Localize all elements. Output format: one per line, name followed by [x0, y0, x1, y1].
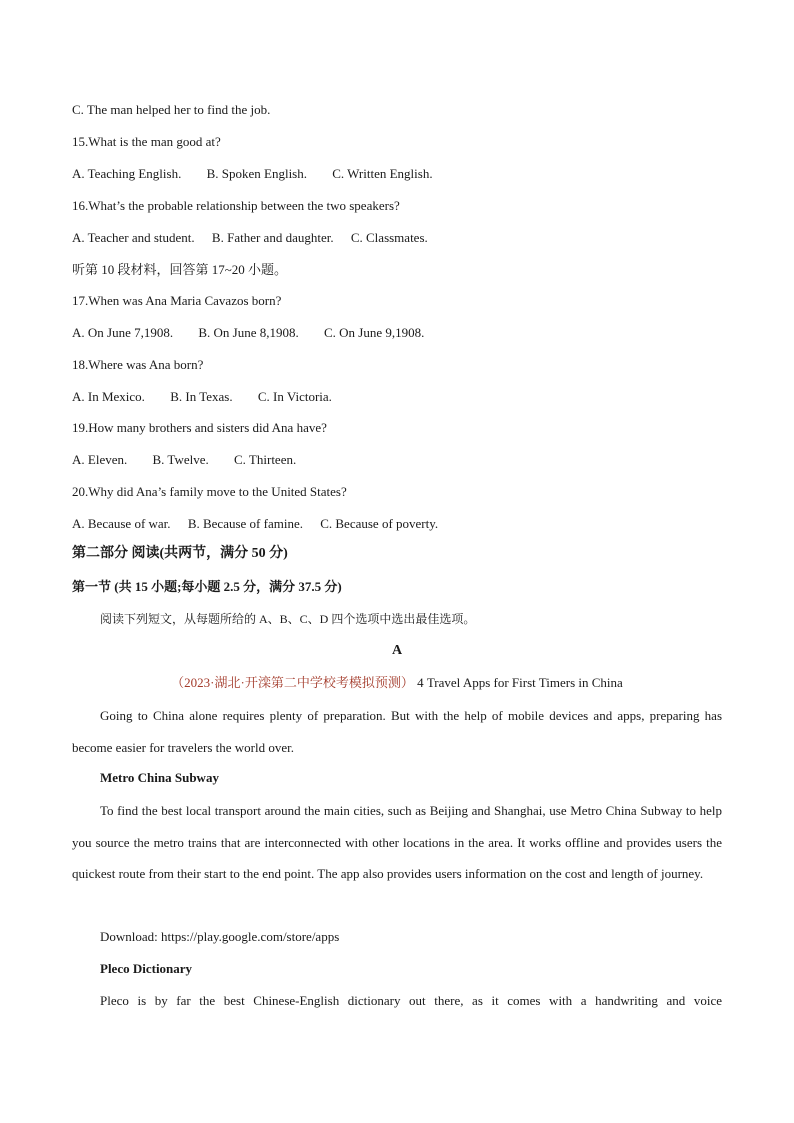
q18-option-c: C. In Victoria.: [257, 389, 332, 404]
q16-option-a: A. Teacher and student.: [72, 230, 195, 245]
app-name-pleco-dictionary: Pleco Dictionary: [100, 961, 193, 976]
q16-option-c: C. Classmates.: [350, 230, 428, 245]
q19-option-b: B. Twelve.: [152, 452, 209, 467]
q17-option-c: C. On June 9,1908.: [324, 325, 425, 340]
section-one-title: 第一节 (共 15 小题;每小题 2.5 分，满分 37.5 分): [72, 579, 342, 594]
q17-option-b: B. On June 8,1908.: [198, 325, 299, 340]
q20-option-b: B. Because of famine.: [187, 516, 303, 531]
q19-question: 19.How many brothers and sisters did Ana have?: [72, 420, 327, 435]
q17-options: [72, 324, 424, 342]
passage-letter: A: [391, 643, 403, 658]
q15-question: 15.What is the man good at?: [72, 134, 221, 149]
q20-option-c: C. Because of poverty.: [320, 516, 439, 531]
q18-option-a: A. In Mexico.: [72, 389, 145, 404]
q16-options: [72, 229, 428, 247]
app-download-link: Download: https://play.google.com/store/apps: [100, 929, 340, 944]
passage-title: 4 Travel Apps for First Timers in China: [417, 675, 623, 690]
app-name-metro-china-subway: Metro China Subway: [100, 770, 219, 785]
q18-question: 18.Where was Ana born?: [72, 357, 204, 372]
q17-option-a: A. On June 7,1908.: [72, 325, 174, 340]
app-description-pleco-dictionary: Pleco is by far the best Chinese-English dictionary out there, as it comes with a handwriting and voice: [100, 993, 722, 1008]
q16-option-b: B. Father and daughter.: [211, 230, 334, 245]
q15-option-a: A. Teaching English.: [72, 166, 182, 181]
q20-option-a: A. Because of war.: [72, 516, 171, 531]
q20-question: 20.Why did Ana’s family move to the United States?: [72, 484, 347, 499]
q14-option-c: C. The man helped her to find the job.: [72, 102, 271, 117]
q19-option-a: A. Eleven.: [72, 452, 128, 467]
passage-source: [0, 674, 794, 692]
reading-instruction: 阅读下列短文，从每题所给的 A、B、C、D 四个选项中选出最佳选项。: [100, 612, 476, 626]
q18-option-b: B. In Texas.: [170, 389, 233, 404]
source-origin: （2023·湖北·开滦第二中学校考模拟预测）: [171, 675, 414, 690]
q19-option-c: C. Thirteen.: [234, 452, 297, 467]
app-description-metro-china-subway: To find the best local transport around the main cities, such as Beijing and Shanghai, use Metro China Subway to help you source the metro trains that are interconnected with other locations in the area. It works offline and provides users the quickest route from their start to the end point. The app also provides users information on the cost and length of journey.: [72, 803, 722, 882]
q15-option-c: C. Written English.: [332, 166, 433, 181]
q15-option-b: B. Spoken English.: [206, 166, 307, 181]
q20-options: [72, 515, 438, 533]
q17-question: 17.When was Ana Maria Cavazos born?: [72, 293, 282, 308]
q18-options: [72, 388, 332, 406]
material10-instruction: 听第 10 段材料，回答第 17~20 小题。: [72, 262, 288, 277]
part-two-title: 第二部分 阅读(共两节，满分 50 分): [72, 546, 288, 561]
q15-options: [72, 165, 433, 183]
q16-question: 16.What’s the probable relationship between the two speakers?: [72, 198, 400, 213]
intro-paragraph: Going to China alone requires plenty of preparation. But with the help of mobile devices and apps, preparing has become easier for travelers the world over.: [72, 708, 722, 755]
q19-options: [72, 451, 296, 469]
